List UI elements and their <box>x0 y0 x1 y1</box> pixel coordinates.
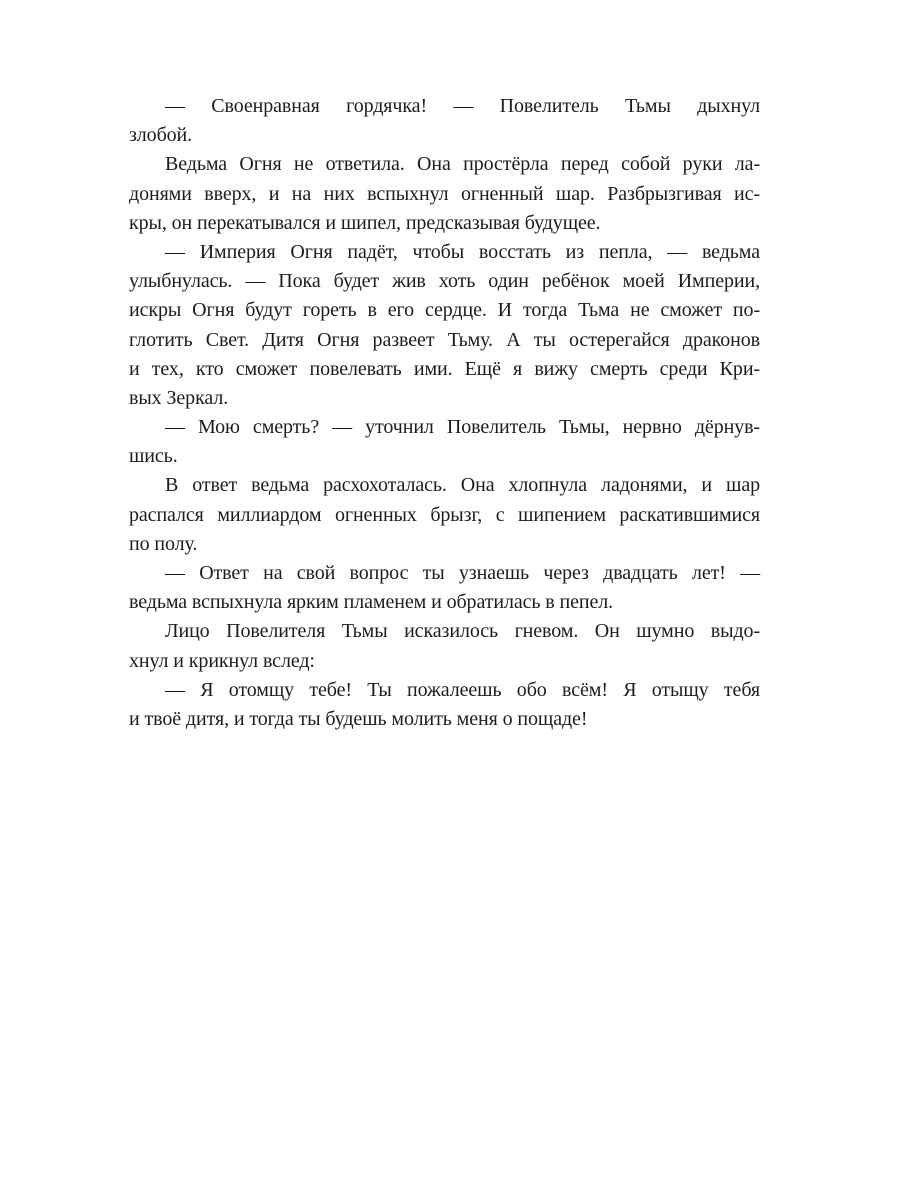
text-line: по полу. <box>129 532 198 555</box>
text-line: шись. <box>129 445 178 468</box>
text-line: глотить Свет. Дитя Огня развеет Тьму. А ты остерегайся драконов <box>129 328 760 351</box>
paragraph <box>129 150 760 238</box>
book-page-text <box>129 92 760 734</box>
text-line: вых Зеркал. <box>129 386 229 409</box>
text-line: улыбнулась. — Пока будет жив хоть один ребёнок моей Империи, <box>129 270 760 293</box>
paragraph <box>129 238 760 413</box>
text-line: — Я отомщу тебе! Ты пожалеешь обо всём! Я отыщу тебя <box>165 678 760 701</box>
text-line: и твоё дитя, и тогда ты будешь молить меня о пощаде! <box>129 707 588 730</box>
paragraph <box>129 471 760 559</box>
paragraph <box>129 559 760 617</box>
text-line: донями вверх, и на них вспыхнул огненный шар. Разбрызгивая ис- <box>129 182 760 205</box>
text-line: — Мою смерть? — уточнил Повелитель Тьмы, нервно дёрнув- <box>165 416 760 439</box>
text-line: и тех, кто сможет повелевать ими. Ещё я вижу смерть среди Кри- <box>129 357 760 380</box>
text-line: распался миллиардом огненных брызг, с шипением раскатившимися <box>129 503 760 526</box>
text-line: ведьма вспыхнула ярким пламенем и обратилась в пепел. <box>129 591 614 614</box>
text-line: — Своенравная гордячка! — Повелитель Тьмы дыхнул <box>165 95 760 117</box>
text-line: злобой. <box>129 124 193 147</box>
paragraph <box>129 676 760 734</box>
text-line: кры, он перекатывался и шипел, предсказывая будущее. <box>129 211 601 234</box>
text-line: искры Огня будут гореть в его сердце. И тогда Тьма не сможет по- <box>129 299 760 322</box>
text-line: В ответ ведьма расхохоталась. Она хлопнула ладонями, и шар <box>165 474 760 497</box>
paragraph <box>129 413 760 471</box>
text-line: — Ответ на свой вопрос ты узнаешь через двадцать лет! — <box>165 562 760 584</box>
paragraph <box>129 617 760 675</box>
text-line: Лицо Повелителя Тьмы исказилось гневом. Он шумно выдо- <box>165 620 760 643</box>
text-line: Ведьма Огня не ответила. Она простёрла перед собой руки ла- <box>165 153 760 176</box>
text-line: — Империя Огня падёт, чтобы восстать из пепла, — ведьма <box>165 240 760 263</box>
text-line: хнул и крикнул вслед: <box>129 649 315 672</box>
paragraph <box>129 92 760 150</box>
